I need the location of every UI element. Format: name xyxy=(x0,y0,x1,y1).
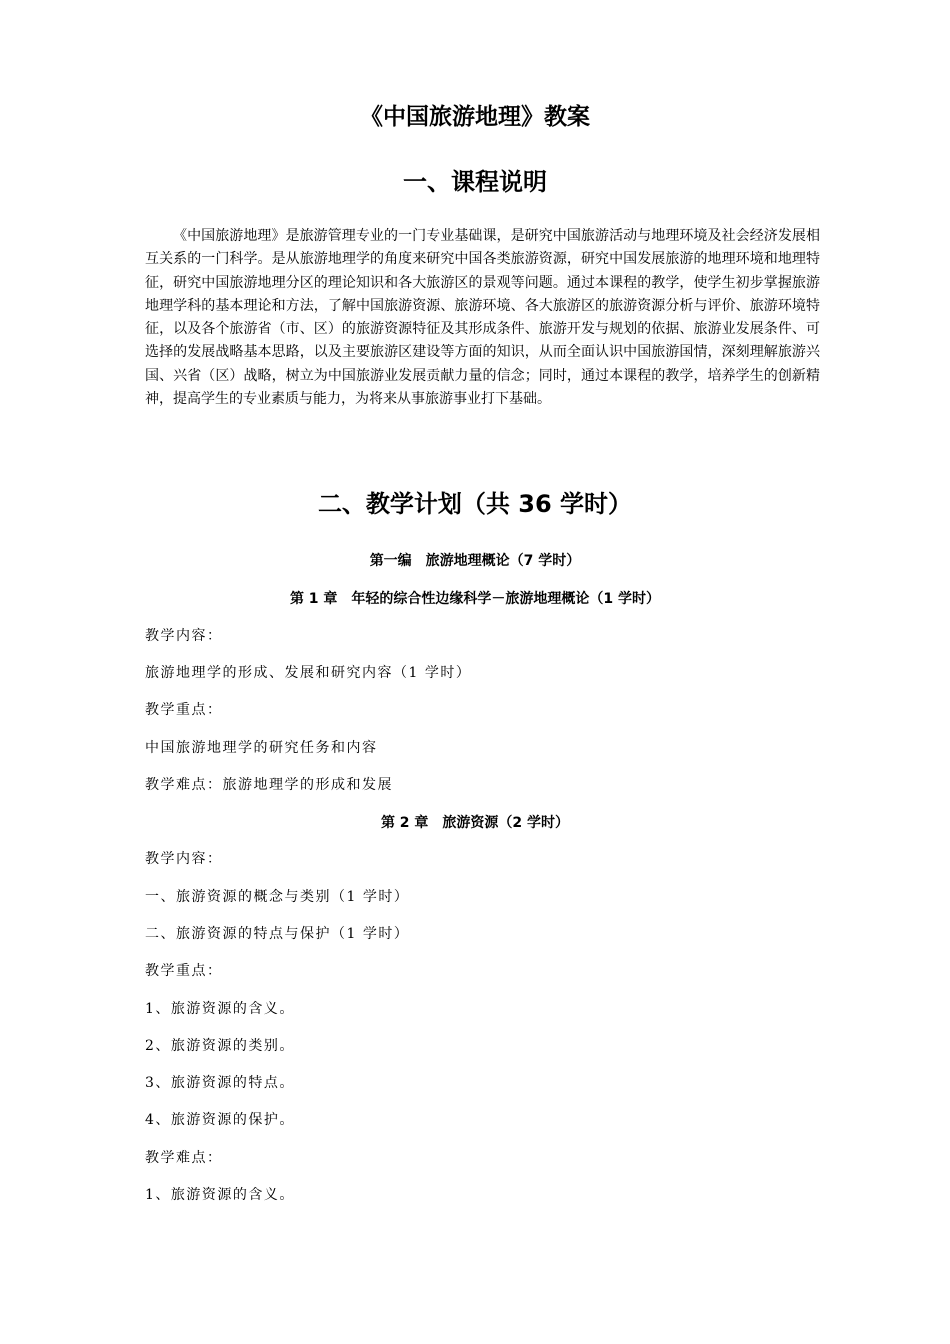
text-line: 旅游地理学的形成、发展和研究内容（1 学时） xyxy=(145,665,472,681)
text-line: 2、旅游资源的类别。 xyxy=(145,1038,295,1054)
part-heading: 第一编 旅游地理概论（7 学时） xyxy=(369,553,581,569)
text-line: 教学难点：旅游地理学的形成和发展 xyxy=(145,777,393,793)
chapter-heading: 第 2 章 旅游资源（2 学时） xyxy=(380,815,570,831)
text-line: 教学难点： xyxy=(145,1150,223,1166)
text-line: 教学重点： xyxy=(145,702,223,718)
text-line: 教学重点： xyxy=(145,963,223,979)
course-description-paragraph: 《中国旅游地理》是旅游管理专业的一门专业基础课，是研究中国旅游活动与地理环境及社会经济发展相互关系的一门科学。是从旅游地理学的角度来研究中国各类旅游资源，研究中国发展旅游的地理环境和地理特征，研究中国旅游地理分区的理论知识和各大旅游区的景观等问题。通过本课程的教学，使学生初步掌握旅游地理学科的基本理论和方法，了解中国旅游资源、旅游环境、各大旅游区的旅游资源分析与评价、旅游环境特征，以及各个旅游省（市、区）的旅游资源特征及其形成条件、旅游开发与规划的依据、旅游业发展条件、可选择的发展战略基本思路，以及主要旅游区建设等方面的知识，从而全面认识中国旅游国情，深刻理解旅游兴国、兴省（区）战略，树立为中国旅游业发展贡献力量的信念；同时，通过本课程的教学，培养学生的创新精神，提高学生的专业素质与能力，为将来从事旅游事业打下基础。 xyxy=(145,228,820,408)
document-title: 《中国旅游地理》教案 xyxy=(360,104,590,130)
section-heading-course-description: 一、课程说明 xyxy=(403,168,547,196)
text-line: 3、旅游资源的特点。 xyxy=(145,1075,295,1091)
text-line: 教学内容： xyxy=(145,851,223,867)
section-heading-teaching-plan: 二、教学计划（共 36 学时） xyxy=(317,490,633,518)
text-line: 中国旅游地理学的研究任务和内容 xyxy=(145,740,378,756)
text-line: 二、旅游资源的特点与保护（1 学时） xyxy=(145,926,410,942)
text-line: 教学内容： xyxy=(145,628,223,644)
chapter-heading: 第 1 章 年轻的综合性边缘科学－旅游地理概论（1 学时） xyxy=(289,591,661,607)
text-line: 4、旅游资源的保护。 xyxy=(145,1112,295,1128)
text-line: 一、旅游资源的概念与类别（1 学时） xyxy=(145,889,410,905)
text-line: 1、旅游资源的含义。 xyxy=(145,1187,295,1203)
text-line: 1、旅游资源的含义。 xyxy=(145,1001,295,1017)
